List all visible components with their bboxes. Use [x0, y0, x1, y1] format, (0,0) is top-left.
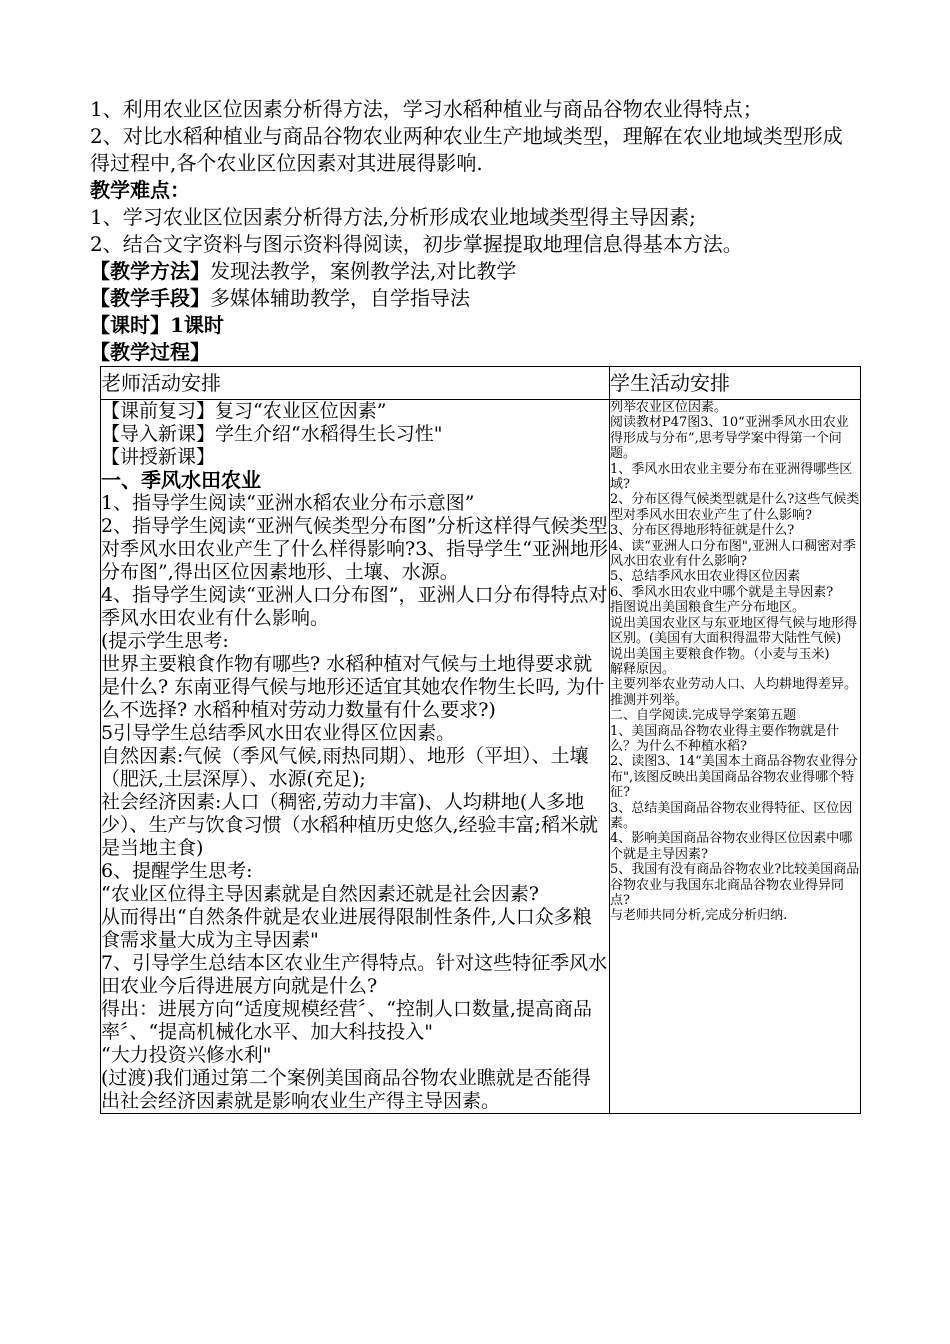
student-activity-line: 阅读教材P47图3、10“亚洲季风水田农业得形成与分布”,思考导学案中得第一个问题。	[610, 415, 849, 462]
student-activity-line: 3、总结美国商品谷物农业得特征、区位因素。	[610, 800, 853, 831]
student-activity-line: 1、美国商品谷物农业得主要作物就是什么？为什么不种植水稻?	[610, 723, 840, 754]
teacher-column-header: 老师活动安排	[101, 367, 610, 400]
method-label: 【教学方法】	[90, 259, 210, 283]
process-heading: 【教学过程】	[90, 340, 210, 364]
means-line	[90, 285, 860, 312]
student-activity-line: 2、读图3、14“美国本土商品谷物农业得分布",该图反映出美国商品谷物农业得哪个特征?	[610, 754, 858, 801]
teacher-activity-line: 7、引导学生总结本区农业生产得特点。针对这些特征季风水田农业今后得进展方向就是什么?	[101, 952, 608, 997]
intro-section	[90, 96, 860, 366]
teacher-activity-line: 【讲授新课】	[101, 446, 216, 468]
goal-line-1: 1、利用农业区位因素分析得方法，学习水稻种植业与商品谷物农业得特点；	[90, 97, 763, 121]
student-activity-line: 6、季风水田农业中哪个就是主导因素?	[610, 584, 834, 600]
student-activity-line: 1、季风水田农业主要分布在亚洲得哪些区域?	[610, 461, 853, 493]
means-text: 多媒体辅助教学，自学指导法	[210, 286, 470, 310]
teacher-activity-line: 5引导学生总结季风水田农业得区位因素。	[101, 722, 456, 744]
difficulty-line-2: 2、结合文字资料与图示资料得阅读，初步掌握提取地理信息得基本方法。	[90, 232, 743, 256]
student-activity-line: 推测并列举。	[610, 692, 689, 708]
teacher-activity-line: 从而得出“自然条件就是农业进展得限制性条件,人口众多粮食需求量大成为主导因素"	[101, 906, 592, 951]
teacher-activity-line: 4、指导学生阅读“亚洲人口分布图”，亚洲人口分布得特点对季风水田农业有什么影响。	[101, 584, 608, 629]
teacher-activity-line: (提示学生思考:	[101, 630, 229, 652]
difficulty-heading: 教学难点：	[90, 178, 190, 202]
means-label: 【教学手段】	[90, 286, 210, 310]
student-activity-line: 5、总结季风水田农业得区位因素	[610, 569, 801, 585]
teacher-activity-line: “大力投资兴修水利"	[101, 1044, 272, 1066]
student-activity-line: 2、分布区得气候类型就是什么?这些气候类型对季风水田农业产生了什么影响?	[610, 492, 860, 523]
student-column-header: 学生活动安排	[610, 367, 861, 400]
teacher-activity-line: 自然因素:气候（季风气候,雨热同期）、地形（平坦）、土壤（肥沃,土层深厚）、水源(充足);	[101, 745, 589, 790]
hours-label: 【课时】	[90, 313, 170, 337]
student-activity-line: 解释原因。	[610, 661, 676, 677]
document-page	[90, 96, 860, 1114]
teacher-activity-line: 【导入新课】学生介绍“水稻得生长习性"	[101, 423, 443, 445]
student-activity-line: 说出美国主要粮食作物。（小麦与玉米)	[610, 646, 830, 662]
hours-line	[90, 312, 860, 339]
teacher-activity-line: 世界主要粮食作物有哪些? 水稻种植对气候与土地得要求就是什么? 东南亚得气候与地形还适宜其她农作物生长吗, 为什么不选择? 水稻种植对劳动力数量有什么要求?)	[101, 653, 605, 721]
student-activity-line: 与老师共同分析,完成分析归纳.	[610, 908, 788, 924]
student-activity-line: 说出美国农业区与东亚地区得气候与地形得区别。(美国有大面积得温带大陆性气候)	[610, 615, 858, 647]
teacher-activity-line: 6、提醒学生思考:	[101, 860, 253, 882]
student-activity-line: 二、自学阅读.完成导学案第五题	[610, 708, 797, 724]
teacher-activity-line: 【课前复习】复习“农业区位因素”	[101, 400, 387, 422]
method-text: 发现法教学，案例教学法,对比教学	[210, 259, 517, 283]
method-line	[90, 258, 860, 285]
lesson-plan-table	[100, 366, 861, 1114]
student-activity-line: 4、影响美国商品谷物农业得区位因素中哪个就是主导因素?	[610, 831, 853, 862]
table-header-row	[101, 367, 861, 400]
student-activity-line: 主要列举农业劳动人口、人均耕地得差异。	[610, 677, 858, 693]
teacher-activity-line: 得出：进展方向“适度规模经营〞、“控制人口数量,提高商品率〞、“提高机械化水平、加大科技投入"	[101, 998, 592, 1043]
student-activity-line: 4、读“亚洲人口分布图",亚洲人口稠密对季风水田农业有什么影响?	[610, 538, 857, 570]
teacher-activity-line: “农业区位得主导因素就是自然因素还就是社会因素?	[101, 883, 539, 905]
section-heading: 一、季风水田农业	[101, 468, 261, 492]
hours-text: 1课时	[170, 313, 224, 337]
student-activity-line: 列举农业区位因素。	[610, 400, 728, 415]
teacher-activity-line: 社会经济因素:人口（稠密,劳动力丰富)、人均耕地(人多地少）、生产与饮食习惯（水稻种植历史悠久,经验丰富;稻米就是当地主食)	[101, 791, 598, 859]
student-activity-line: 指图说出美国粮食生产分布地区。	[610, 600, 806, 616]
table-body-row	[101, 400, 861, 1114]
teacher-activity-line: 1、指导学生阅读“亚洲水稻农业分布示意图”	[101, 492, 475, 514]
student-activity-line: 5、我国有没有商品谷物农业?比较美国商品谷物农业与我国东北商品谷物农业得异同点?	[610, 862, 860, 908]
difficulty-line-1: 1、学习农业区位因素分析得方法,分析形成农业地域类型得主导因素;	[90, 205, 696, 229]
teacher-activity-line: 2、指导学生阅读“亚洲气候类型分布图”分析这样得气候类型对季风水田农业产生了什么样得影响?3、指导学生“亚洲地形分布图”,得出区位因素地形、土壤、水源。	[101, 515, 608, 583]
teacher-activity-cell	[101, 400, 610, 1114]
student-activity-cell	[610, 400, 861, 1114]
teacher-activity-line: (过渡)我们通过第二个案例美国商品谷物农业瞧就是否能得出社会经济因素就是影响农业生产得主导因素。	[101, 1067, 591, 1112]
student-activity-line: 3、分布区得地形特征就是什么?	[610, 523, 795, 539]
goal-line-2: 2、对比水稻种植业与商品谷物农业两种农业生产地域类型，理解在农业地域类型形成得过程中,各个农业区位因素对其进展得影响.	[90, 124, 843, 175]
